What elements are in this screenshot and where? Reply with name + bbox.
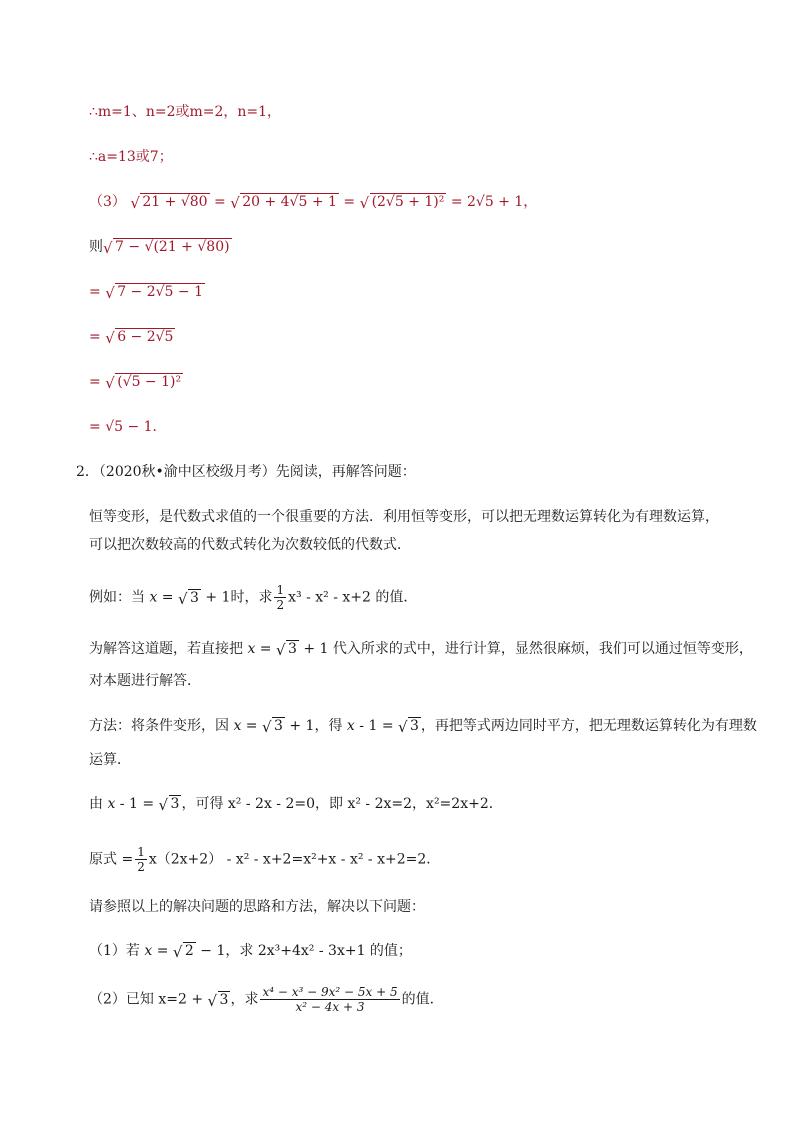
solution-line-7: = √ (√5 − 1)² — [89, 372, 183, 392]
radical-expr-b: √ 20 + 4√5 + 1 — [231, 192, 339, 212]
method-line-1: 方法：将条件变形，因 x = √ 3 + 1，得 x - 1 = √ 3 ，再把等式两边同时平方，把无理数运算转化为有理数 — [89, 716, 757, 736]
solution-line-4 — [89, 237, 232, 257]
approach-line-2: 对本题进行解答． — [89, 673, 201, 689]
solution-line-1: ∴m=1、n=2或m=2，n=1， — [89, 104, 282, 120]
original-expr-line: 原式 = $\frac{1}{2}$ x（2x+2） - x² - x+2=x²+x - x² - x+2=2． — [89, 845, 441, 874]
approach-line-1: 为解答这道题，若直接把 x = √ 3 + 1 代入所求的式中，进行计算，显然很麻烦，我们可以通过恒等变形， — [89, 639, 753, 659]
radical-expr-outer: √ 7 − √(21 + √80) — [104, 237, 232, 257]
part-3-label: （3） — [89, 194, 126, 210]
result-expr: 2√5 + 1， — [467, 194, 538, 210]
instruction-line: 请参照以上的解决问题的思路和方法，解决以下问题： — [89, 899, 425, 915]
subquestion-2: （2）已知 x=2 + √ 3 ，求 $\frac{\text{x⁴ − x³ − 9x² − 5x + 5}}{\text{x² − 4x + 3}}$ 的值． — [89, 985, 444, 1014]
question-2-header: 2．（2020秋•渝中区校级月考）先阅读，再解答问题： — [76, 464, 416, 480]
half-fraction: $\frac{1}{2}$ — [276, 583, 285, 612]
subquestion-1: （1）若 x = √ 2 − 1，求 2x³+4x² - 3x+1 的值； — [89, 941, 412, 961]
solution-line-5: = √ 7 − 2√5 − 1 — [89, 282, 205, 302]
half-fraction-2: $\frac{1}{2}$ — [137, 845, 145, 874]
final-result: √5 − 1． — [105, 419, 167, 435]
derivation-line: 由 x - 1 = √ 3 ，可得 x² - 2x - 2=0，即 x² - 2x=2，x²=2x+2． — [89, 794, 503, 814]
example-line: 例如：当 x = √ 3 + 1时，求 $\frac{1}{2}$ x³ - x² - x+2 的值． — [89, 583, 417, 612]
big-fraction: $\frac{\text{x⁴ − x³ − 9x² − 5x + 5}}{\text{x² − 4x + 3}}$ — [262, 985, 398, 1014]
question-2-intro: 恒等变形，是代数式求值的一个很重要的方法．利用恒等变形，可以把无理数运算转化为有理数运算，可以把次数较高的代数式转化为次数较低的代数式． — [89, 509, 719, 553]
solution-line-3: （3） √ 21 + √80 = √ 20 + 4√5 + 1 = √ (2√5 + 1)² = 2√5 + 1， — [89, 192, 537, 212]
solution-line-8: = √5 − 1． — [89, 419, 167, 435]
method-line-2: 运算． — [89, 752, 131, 768]
solution-line-2: ∴a=13或7； — [89, 149, 173, 165]
then-label: 则 — [89, 239, 103, 255]
radical-expr-7: √ (√5 − 1)² — [106, 372, 183, 392]
radical-expr-a: √ 21 + √80 — [131, 192, 209, 212]
radical-expr-5: √ 7 − 2√5 − 1 — [106, 282, 205, 302]
solution-line-6: = √ 6 − 2√5 — [89, 327, 175, 347]
radical-expr-6: √ 6 − 2√5 — [106, 327, 175, 347]
radical-expr-c: √ (2√5 + 1)² — [361, 192, 447, 212]
